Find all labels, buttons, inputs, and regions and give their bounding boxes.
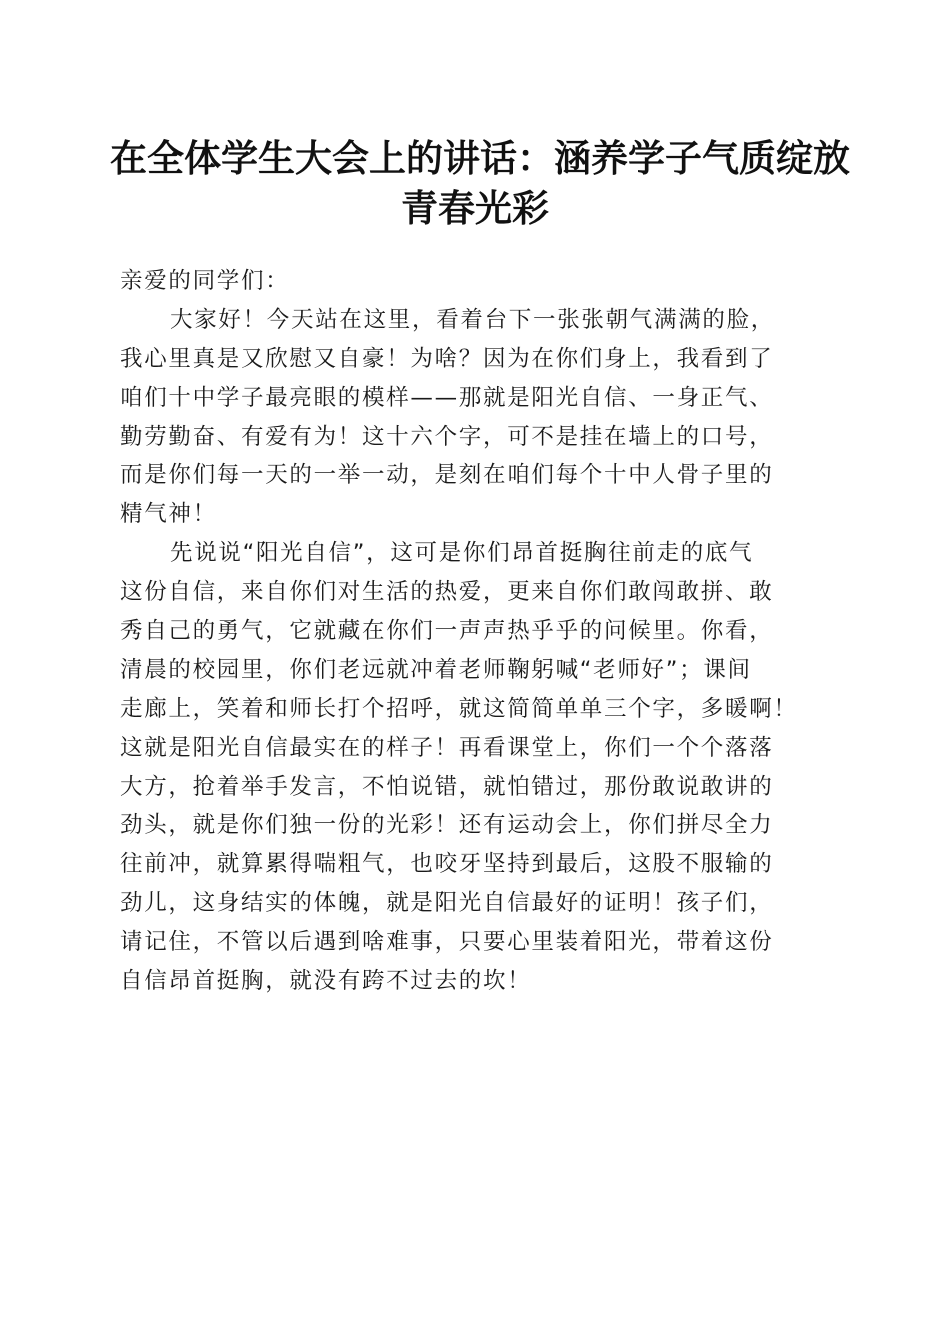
text-line: 走廊上，笑着和师长打个招呼，就这简简单单三个字，多暖啊！	[120, 695, 798, 722]
paragraph-2	[120, 534, 840, 1001]
text-line: 请记住，不管以后遇到啥难事，只要心里装着阳光，带着这份	[120, 929, 774, 956]
text-line: 精气神！	[120, 501, 217, 528]
paragraph-1	[120, 301, 840, 534]
text-line: 我心里真是又欣慰又自豪！为啥？因为在你们身上，我看到了	[120, 345, 774, 372]
text-line: 大家好！今天站在这里，看着台下一张张朝气满满的脸，	[170, 306, 776, 333]
text-line: 先说说“阳光自信”，这可是你们昂首挺胸往前走的底气	[170, 540, 754, 567]
text-line: 咱们十中学子最亮眼的模样——那就是阳光自信、一身正气、	[120, 384, 774, 411]
text-line: 秀自己的勇气，它就藏在你们一声声热乎乎的问候里。你看，	[120, 618, 774, 645]
speech-body	[120, 262, 840, 1001]
title-line-1: 在全体学生大会上的讲话：涵养学子气质绽放	[110, 136, 850, 180]
title-line-2: 青春光彩	[401, 186, 549, 230]
text-line: 劲儿，这身结实的体魄，就是阳光自信最好的证明！孩子们，	[120, 890, 774, 917]
text-line: 往前冲，就算累得喘粗气，也咬牙坚持到最后，这股不服输的	[120, 851, 774, 878]
text-line: 大方，抢着举手发言，不怕说错，就怕错过，那份敢说敢讲的	[120, 773, 774, 800]
page-title	[110, 133, 850, 233]
text-line: 这份自信，来自你们对生活的热爱，更来自你们敢闯敢拼、敢	[120, 579, 774, 606]
text-line: 自信昂首挺胸，就没有跨不过去的坎！	[120, 968, 532, 995]
text-line: 这就是阳光自信最实在的样子！再看课堂上，你们一个个落落	[120, 734, 774, 761]
text-line: 清晨的校园里，你们老远就冲着老师鞠躬喊“老师好”；课间	[120, 656, 752, 683]
text-line: 而是你们每一天的一举一动，是刻在咱们每个十中人骨子里的	[120, 462, 774, 489]
text-line: 勤劳勤奋、有爱有为！这十六个字，可不是挂在墙上的口号，	[120, 423, 774, 450]
text-line: 劲头，就是你们独一份的光彩！还有运动会上，你们拼尽全力	[120, 812, 774, 839]
salutation: 亲爱的同学们：	[120, 268, 290, 294]
